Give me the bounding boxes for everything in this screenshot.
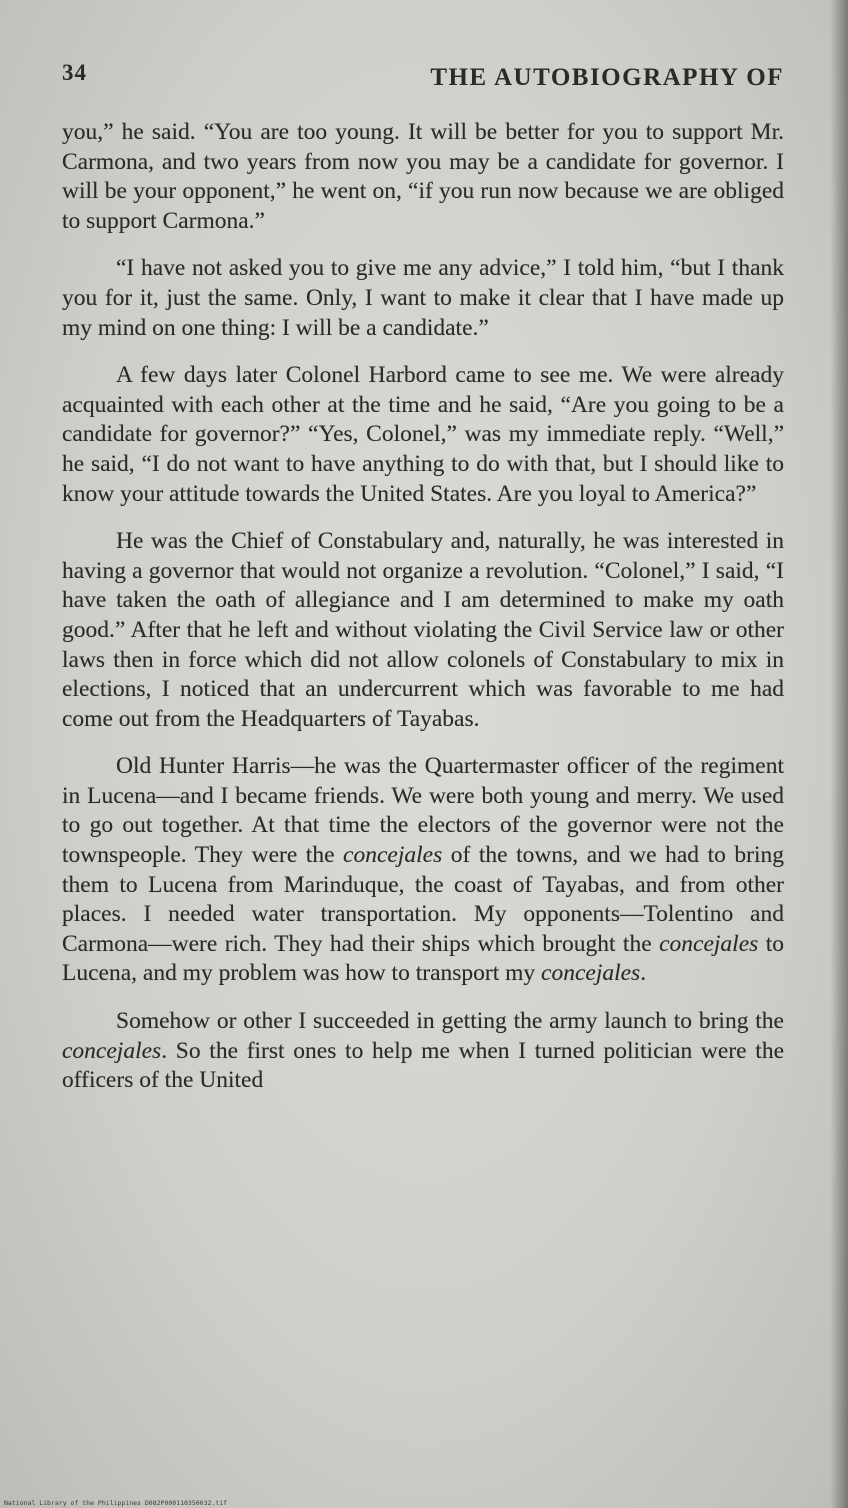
running-head: THE AUTOBIOGRAPHY OF bbox=[430, 64, 784, 91]
paragraph-5-text-2: of the towns, and we had to bring them to Lucena from Marinduque, the coast of Tayabas, and from other places. I needed water transportation. My opponents—Tolentino and Carmona—were rich. They had their ships which brought the bbox=[62, 842, 784, 957]
paragraph-6 bbox=[62, 1007, 784, 1096]
paragraph-5-italic-2: concejales bbox=[659, 930, 759, 957]
paragraph-3: A few days later Colonel Harbord came to see me. We were already acquainted with each other at the time and he said, “Are you going to be a candidate for governor?” “Yes, Colonel,” was my immediate reply. “Well,” he said, “I do not want to have anything to do with that, but I should like to know your attitude towards the United States. Are you loyal to America?” bbox=[62, 362, 784, 507]
body-text bbox=[62, 118, 784, 1114]
page-edge-shadow bbox=[830, 0, 848, 1508]
paragraph-5-italic-3: concejales bbox=[541, 960, 641, 987]
paragraph-2: “I have not asked you to give me any advice,” I told him, “but I thank you for it, just the same. Only, I want to make it clear that I have made up my mind on one thing: I will be a candidate.” bbox=[62, 255, 784, 341]
paragraph-1: you,” he said. “You are too young. It will be better for you to support Mr. Carmona, and two years from now you may be a candidate for governor. I will be your opponent,” he went on, “if you run now because we are obliged to support Carmona.” bbox=[62, 119, 784, 234]
paragraph-5-text-4: . bbox=[640, 960, 647, 987]
page-number: 34 bbox=[62, 60, 87, 85]
paragraph-5-text-3: to Lucena, and my problem was how to transport my bbox=[62, 930, 784, 987]
paragraph-5-italic-1: concejales bbox=[343, 842, 443, 869]
scan-footer-note: National Library of the Philippines D082P000110350032.tif bbox=[4, 1499, 228, 1507]
paragraph-6-italic-1: concejales bbox=[62, 1037, 162, 1064]
paragraph-6-text-2: . So the first ones to help me when I turned politician were the officers of the United bbox=[62, 1037, 784, 1094]
page-header bbox=[62, 60, 784, 100]
paragraph-5-text-1: Old Hunter Harris—he was the Quartermaster officer of the regiment in Lucena—and I became friends. We were both young and merry. We used to go out together. At that time the electors of the governor were not the townspeople. They were the bbox=[62, 753, 784, 869]
paragraph-4: He was the Chief of Constabulary and, naturally, he was interested in having a governor that would not organize a revolution. “Colonel,” I said, “I have taken the oath of allegiance and I am determined to make my oath good.” After that he left and without violating the Civil Service law or other laws then in force which did not allow colonels of Constabulary to mix in elections, I noticed that an undercurrent which was favorable to me had come out from the Headquarters of Tayabas. bbox=[62, 528, 784, 732]
paragraph-6-text-1: Somehow or other I succeeded in getting the army launch to bring the bbox=[116, 1008, 784, 1035]
paragraph-5 bbox=[62, 752, 784, 989]
